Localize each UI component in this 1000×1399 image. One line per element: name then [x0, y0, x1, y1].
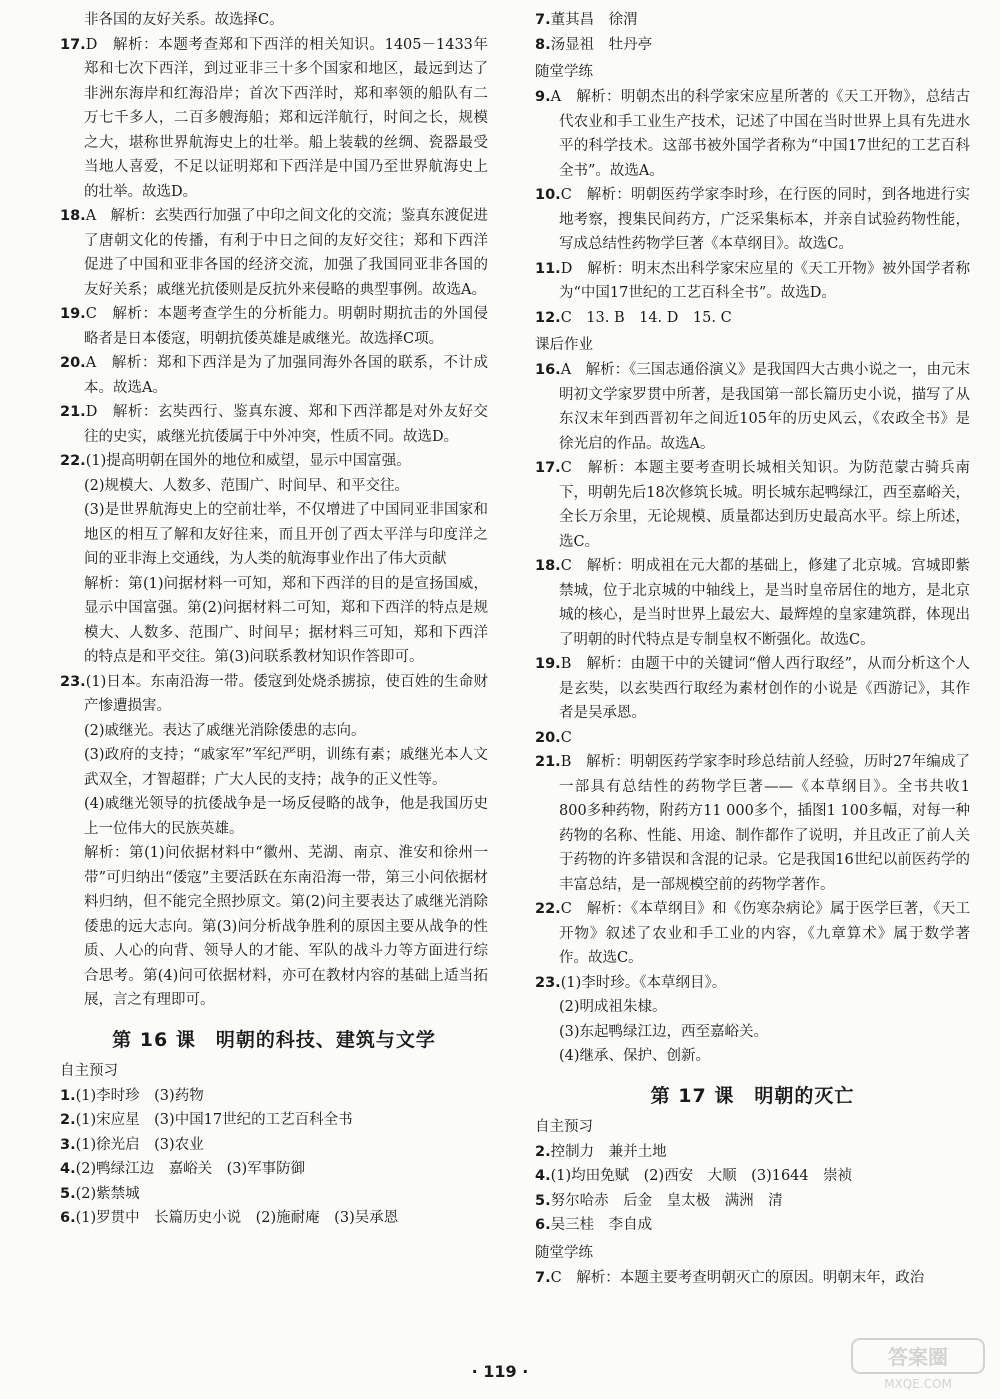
- answer-paragraph: [60, 1133, 488, 1158]
- question-number: 5.: [535, 1192, 551, 1209]
- answer-text: C 解析：本题主要考查明朝灭亡的原因。明朝末年，政治: [550, 1269, 925, 1286]
- answer-paragraph: [60, 204, 488, 302]
- answer-paragraph: [535, 183, 970, 257]
- answer-text: A 解析：玄奘西行加强了中印之间文化的交流；鉴真东渡促进了唐朝文化的传播，有利于中日之间的友好交往；郑和下西洋促进了中国和亚非各国的经济交流，加强了我国同亚非各国的友好关系；戚继光抗倭则是反抗外来侵略的典型事例。故选A。: [84, 208, 488, 298]
- answer-paragraph: [60, 1108, 488, 1133]
- question-number: 6.: [60, 1210, 76, 1226]
- left-column: [60, 8, 488, 1231]
- question-number: 18.: [60, 208, 86, 224]
- answer-text: (3)东起鸭绿江边，西至嘉峪关。: [559, 1023, 769, 1040]
- answer-paragraph: [60, 572, 488, 670]
- answer-text: (3)是世界航海史上的空前壮举，不仅增进了中国同亚非国家和地区的相互了解和友好往来，而且开创了西太平洋与印度洋之间的亚非海上交通线，为人类的航海事业作出了伟大贡献: [84, 502, 488, 567]
- answer-text: C 解析：明成祖在元大都的基础上，修建了北京城。宫城即紫禁城，位于北京城的中轴线上，是当时皇帝居住的地方，是北京城的核心，是当时世界上最宏大、最辉煌的皇家建筑群，体现出了明朝的时代特点是专制皇权不断强化。故选C。: [559, 558, 970, 648]
- question-number: 17.: [535, 460, 561, 476]
- answer-text: B 解析：由题干中的关键词“僧人西行取经”，从而分析这个人是玄奘，以玄奘西行取经为素材创作的小说是《西游记》，其作者是吴承恩。: [559, 656, 970, 721]
- answer-text: B 解析：明朝医药学家李时珍总结前人经验，历时27年编成了一部具有总结性的药物学巨著——《本草纲目》。全书共收1 800多种药物，附药方11 000多个，插图1 100多幅，对每一种药物的名称、性能、用途、制作都作了说明，并且改正了前人关于药物的许多错误和含混的记录。它是我国16世纪以前医药学的丰富总结，是一部规模空前的药物学著作。: [559, 754, 970, 893]
- answer-text: C 解析：本题主要考查明长城相关知识。为防范蒙古骑兵南下，明朝先后18次修筑长城。明长城东起鸭绿江，西至嘉峪关，全长万余里，无论规模、质量都达到历史最高水平。综上所述，选C。: [559, 460, 970, 550]
- answer-text: C: [560, 729, 572, 746]
- question-number: 9.: [535, 89, 551, 105]
- question-number: 17.: [60, 36, 86, 53]
- answer-paragraph: [60, 719, 488, 744]
- answer-paragraph: [60, 1206, 488, 1231]
- answer-paragraph: [535, 1140, 970, 1165]
- question-number: 12.: [535, 309, 561, 326]
- answer-text: (2)明成祖朱棣。: [559, 999, 667, 1015]
- question-number: 7.: [535, 1269, 551, 1286]
- answer-paragraph: [60, 8, 488, 33]
- question-number: 21.: [60, 404, 86, 420]
- answer-paragraph: [535, 1213, 970, 1238]
- answer-text: D 解析：本题考查郑和下西洋的相关知识。1405－1433年郑和七次下西洋，到过亚非三十多个国家和地区，最远到达了非洲东海岸和红海沿岸；首次下西洋时，郑和率领的船队有二万七千多人，二百多艘海船；郑和远洋航行，时间之长，规模之大，堪称世界航海史上的壮举。船上装载的丝绸、瓷器最受当地人喜爱，不足以证明郑和下西洋是中国乃至世界航海史上的壮举。故选D。: [84, 36, 488, 200]
- answer-paragraph: [60, 498, 488, 572]
- answer-paragraph: [535, 85, 970, 183]
- answer-text: (2)戚继光。表达了戚继光消除倭患的志向。: [84, 722, 366, 739]
- answer-paragraph: [60, 1084, 488, 1109]
- question-number: 23.: [60, 673, 86, 690]
- question-number: 22.: [60, 453, 86, 469]
- answer-text: 非各国的友好关系。故选择C。: [84, 12, 284, 28]
- answer-paragraph: [535, 257, 970, 306]
- answer-text: (4)戚继光领导的抗倭战争是一场反侵略的战争，他是我国历史上一位伟大的民族英雄。: [84, 796, 488, 837]
- answer-text: (3)政府的支持；“戚家军”军纪严明，训练有素；戚继光本人文武双全，才智超群；广大人民的支持；战争的正义性等。: [84, 747, 488, 788]
- answer-text: C 解析：本题考查学生的分析能力。明朝时期抗击的外国侵略者是日本倭寇，明朝抗倭英雄是戚继光。故选择C项。: [84, 306, 488, 347]
- answer-text: 努尔哈赤 后金 皇太极 满洲 清: [550, 1192, 783, 1209]
- question-number: 19.: [535, 656, 561, 672]
- lesson-title: 第 16 课 明朝的科技、建筑与文学: [112, 1028, 436, 1051]
- answer-text: (1)提高明朝在国外的地位和威望，显示中国富强。: [85, 453, 411, 469]
- question-number: 2.: [535, 1143, 551, 1160]
- answer-text: D 解析：明末杰出科学家宋应星的《天工开物》被外国学者称为“中国17世纪的工艺百科全书”。故选D。: [559, 260, 970, 301]
- section-heading: 课后作业: [535, 337, 593, 353]
- answer-text: C 解析：明朝医药学家李时珍，在行医的同时，到各地进行实地考察，搜集民间药方，广泛采集标本，并亲自试验药物性能，写成总结性药物学巨著《本草纲目》。故选C。: [559, 187, 970, 252]
- answer-paragraph: [535, 33, 970, 58]
- answer-paragraph: [535, 8, 970, 33]
- answer-text: (1)均田免赋 (2)西安 大顺 (3)1644 崇祯: [550, 1168, 853, 1184]
- question-number: 1.: [60, 1087, 76, 1104]
- question-number: 5.: [60, 1185, 76, 1202]
- answer-paragraph: [535, 1020, 970, 1045]
- answer-text: C 13. B 14. D 15. C: [560, 309, 732, 326]
- answer-paragraph: [535, 995, 970, 1020]
- section-heading: 自主预习: [60, 1062, 118, 1079]
- answer-text: (1)罗贯中 长篇历史小说 (2)施耐庵 (3)吴承恩: [75, 1210, 399, 1226]
- lesson-title: 第 17 课 明朝的灭亡: [650, 1084, 855, 1107]
- answer-paragraph: [60, 743, 488, 792]
- answer-paragraph: [60, 1182, 488, 1207]
- section-heading: 随堂学练: [535, 1244, 593, 1261]
- question-number: 10.: [535, 187, 561, 203]
- question-number: 22.: [535, 901, 561, 917]
- question-number: 2.: [60, 1112, 76, 1128]
- answer-text: A 解析：《三国志通俗演义》是我国四大古典小说之一，由元末明初文学家罗贯中所著，是我国第一部长篇历史小说，描写了从东汉末年到西晋初年之间近105年的历史风云，《农政全书》是徐光启的作品。故选A。: [559, 362, 970, 452]
- answer-text: (4)继承、保护、创新。: [559, 1048, 711, 1064]
- svg-text:MXQE.COM: MXQE.COM: [884, 1377, 952, 1391]
- answer-paragraph: [535, 971, 970, 996]
- answer-text: (2)规模大、人数多、范围广、时间早、和平交往。: [84, 477, 410, 494]
- answer-paragraph: [60, 400, 488, 449]
- watermark-logo: [848, 1333, 988, 1393]
- question-number: 18.: [535, 558, 561, 574]
- answer-paragraph: [535, 358, 970, 456]
- section-heading: 自主预习: [535, 1118, 593, 1135]
- question-number: 23.: [535, 974, 561, 991]
- answer-text: (1)宋应星 (3)中国17世纪的工艺百科全书: [75, 1112, 353, 1128]
- question-number: 19.: [60, 306, 86, 322]
- question-number: 11.: [535, 260, 561, 277]
- answer-paragraph: [60, 792, 488, 841]
- answer-paragraph: [535, 1044, 970, 1069]
- answer-paragraph: [60, 449, 488, 474]
- answer-text: (2)鸭绿江边 嘉峪关 (3)军事防御: [75, 1161, 306, 1177]
- answer-paragraph: [60, 33, 488, 205]
- answer-paragraph: [535, 456, 970, 554]
- answer-text: A 解析：郑和下西洋是为了加强同海外各国的联系，不计成本。故选A。: [84, 355, 488, 396]
- answer-paragraph: [60, 474, 488, 499]
- answer-paragraph: [60, 670, 488, 719]
- answer-text: 解析：第(1)问依据材料中“徽州、芜湖、南京、淮安和徐州一带”可归纳出“倭寇”主要活跃在东南沿海一带，第三小问依据材料归纳，但不能完全照抄原文。第(2)问主要表达了戚继光消除倭患的远大志向。第(3)问分析战争胜利的原因主要从战争的性质、人心的向背、领导人的才能、军队的战斗力等方面进行综合思考。第(4)问可依据材料，亦可在教材内容的基础上适当拓展，言之有理即可。: [84, 845, 488, 1008]
- question-number: 4.: [60, 1161, 76, 1177]
- answer-paragraph: [60, 841, 488, 1013]
- answer-text: 解析：第(1)问据材料一可知，郑和下西洋的目的是宣扬国威，显示中国富强。第(2)问据材料二可知，郑和下西洋的特点是规模大、人数多、范围广、时间早；据材料三可知，郑和下西洋的特点是和平交往。第(3)问联系教材知识作答即可。: [84, 575, 488, 665]
- answer-text: (1)李时珍 (3)药物: [75, 1087, 204, 1104]
- answer-text: 吴三桂 李自成: [550, 1217, 653, 1233]
- section-heading: 随堂学练: [535, 64, 593, 80]
- answer-paragraph: [60, 302, 488, 351]
- question-number: 3.: [60, 1136, 76, 1153]
- question-number: 4.: [535, 1168, 551, 1184]
- answer-paragraph: [535, 554, 970, 652]
- right-column: [535, 8, 970, 1290]
- answer-paragraph: [535, 897, 970, 971]
- answer-text: C 解析：《本草纲目》和《伤寒杂病论》属于医学巨著，《天工开物》叙述了农业和手工业的内容，《九章算术》属于数学著作。故选C。: [559, 901, 970, 966]
- question-number: 16.: [535, 362, 561, 378]
- question-number: 7.: [535, 12, 551, 28]
- answer-paragraph: [60, 1157, 488, 1182]
- page-number: · 119 ·: [471, 1362, 529, 1381]
- answer-text: 汤显祖 牡丹亭: [550, 36, 653, 53]
- answer-paragraph: [60, 351, 488, 400]
- answer-paragraph: [535, 750, 970, 897]
- answer-paragraph: [535, 726, 970, 751]
- answer-paragraph: [535, 1164, 970, 1189]
- answer-paragraph: [535, 1189, 970, 1214]
- svg-text:答案圈: 答案圈: [888, 1345, 948, 1369]
- answer-paragraph: [535, 1266, 970, 1291]
- answer-text: (1)日本。东南沿海一带。倭寇到处烧杀掳掠，使百姓的生命财产惨遭损害。: [84, 673, 488, 714]
- answer-text: (2)紫禁城: [75, 1185, 140, 1202]
- question-number: 20.: [60, 355, 86, 371]
- question-number: 21.: [535, 754, 561, 770]
- question-number: 6.: [535, 1217, 551, 1233]
- answer-text: (1)徐光启 (3)农业: [75, 1136, 204, 1153]
- answer-paragraph: [535, 306, 970, 331]
- question-number: 8.: [535, 36, 551, 53]
- question-number: 20.: [535, 729, 561, 746]
- answer-paragraph: [535, 652, 970, 726]
- answer-text: A 解析：明朝杰出的科学家宋应星所著的《天工开物》，总结古代农业和手工业生产技术，记述了中国在当时世界上具有先进水平的科学技术。这部书被外国学者称为“中国17世纪的工艺百科全书”。故选A。: [550, 89, 970, 179]
- answer-text: (1)李时珍。《本草纲目》。: [560, 974, 727, 991]
- answer-text: D 解析：玄奘西行、鉴真东渡、郑和下西洋都是对外友好交往的史实，戚继光抗倭属于中外冲突，性质不同。故选D。: [84, 404, 488, 445]
- answer-text: 董其昌 徐渭: [550, 12, 638, 28]
- answer-text: 控制力 兼并土地: [550, 1143, 667, 1160]
